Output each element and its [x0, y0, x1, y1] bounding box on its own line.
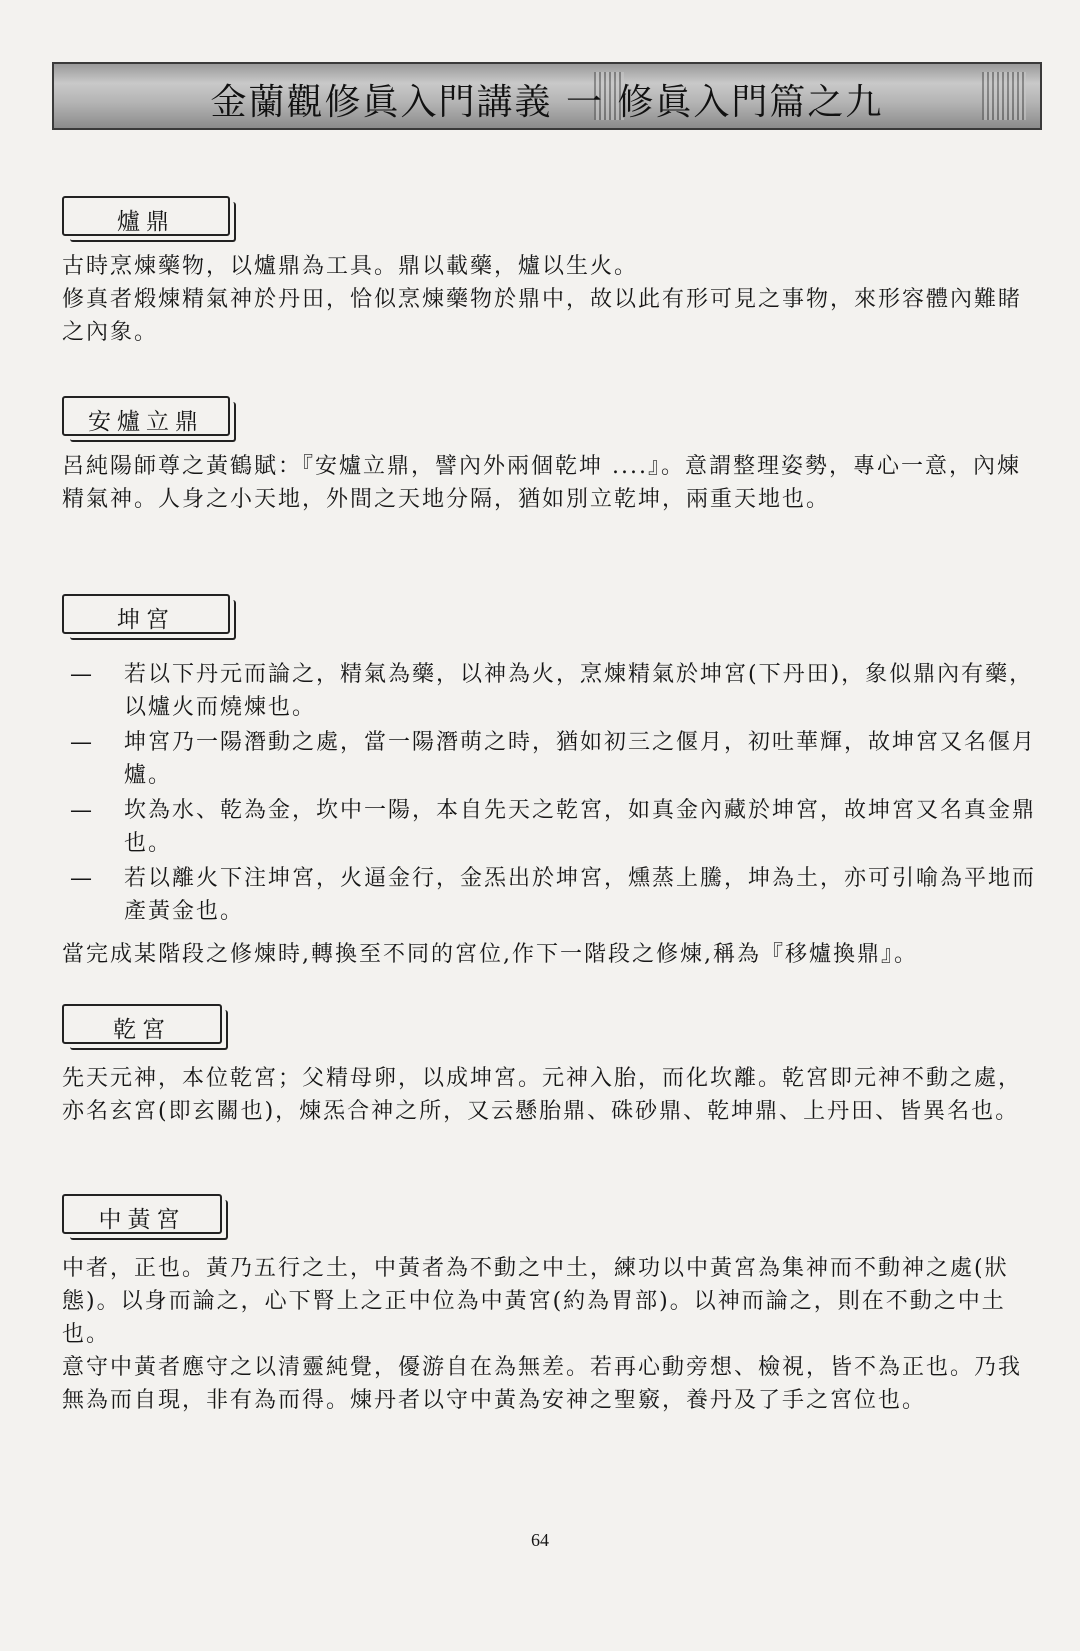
- section-label: 坤宮: [62, 594, 230, 634]
- list-item: — 坎為水、乾為金，坎中一陽，本自先天之乾宮，如真金內藏於坤宮，故坤宮又名真金鼎也。: [62, 794, 1042, 860]
- section-body: [62, 1062, 1042, 1128]
- section-label: 安爐立鼎: [62, 396, 230, 436]
- paragraph: 當完成某階段之修煉時,轉換至不同的宮位,作下一階段之修煉,稱為『移爐換鼎』。: [62, 942, 918, 967]
- paragraph: 修真者煅煉精氣神於丹田，恰似烹煉藥物於鼎中，故以此有形可見之事物，來形容體內難睹之內象。: [62, 287, 1023, 345]
- section-body: [62, 450, 1042, 516]
- paragraph: 古時烹煉藥物，以爐鼎為工具。鼎以載藥，爐以生火。: [62, 254, 639, 279]
- bullet-dash: —: [70, 730, 94, 755]
- bullet-dash: —: [70, 662, 94, 687]
- paragraph: 意守中黃者應守之以清靈純覺，優游自在為無差。若再心動旁想、檢視，皆不為正也。乃我無為而自現，非有為而得。煉丹者以守中黃為安神之聖竅，養丹及了手之宮位也。: [62, 1355, 1023, 1413]
- bullet-dash: —: [70, 866, 94, 891]
- section-body: [62, 1252, 1042, 1417]
- bullet-dash: —: [70, 798, 94, 823]
- list-item: — 若以下丹元而論之，精氣為藥，以神為火，烹煉精氣於坤宮(下丹田)，象似鼎內有藥，以爐火而燒煉也。: [62, 658, 1042, 724]
- list-item: — 若以離火下注坤宮，火逼金行，金炁出於坤宮，燻蒸上騰，坤為土，亦可引喻為平地而產黃金也。: [62, 862, 1042, 928]
- page-title: 金蘭觀修眞入門講義 一 修眞入門篇之九: [210, 82, 884, 123]
- section-label: 乾宮: [62, 1004, 222, 1044]
- section-closing: [62, 938, 1042, 971]
- list-item: — 坤宮乃一陽潛動之處，當一陽潛萌之時，猶如初三之偃月，初吐華輝，故坤宮又名偃月爐。: [62, 726, 1042, 792]
- header-banner: [52, 62, 1042, 130]
- section-label: 中黃宮: [62, 1194, 222, 1234]
- page-number: 64: [531, 1530, 549, 1550]
- paragraph: 中者，正也。黃乃五行之土，中黃者為不動之中土，練功以中黃宮為集神而不動神之處(狀態)。以身而論之，心下腎上之正中位為中黃宮(約為胃部)。以神而論之，則在不動之中土也。: [62, 1256, 1009, 1347]
- section-body: [62, 250, 1042, 349]
- paragraph: 呂純陽師尊之黃鶴賦：『安爐立鼎，譬內外兩個乾坤 ....』。意謂整理姿勢，專心一意，內煉精氣神。人身之小天地，外間之天地分隔，猶如別立乾坤，兩重天地也。: [62, 454, 1021, 512]
- paragraph: 先天元神，本位乾宮；父精母卵，以成坤宮。元神入胎，而化坎離。乾宮即元神不動之處，亦名玄宮(即玄關也)，煉炁合神之所，又云懸胎鼎、硃砂鼎、乾坤鼎、上丹田、皆異名也。: [62, 1066, 1023, 1124]
- section-label: 爐鼎: [62, 196, 230, 236]
